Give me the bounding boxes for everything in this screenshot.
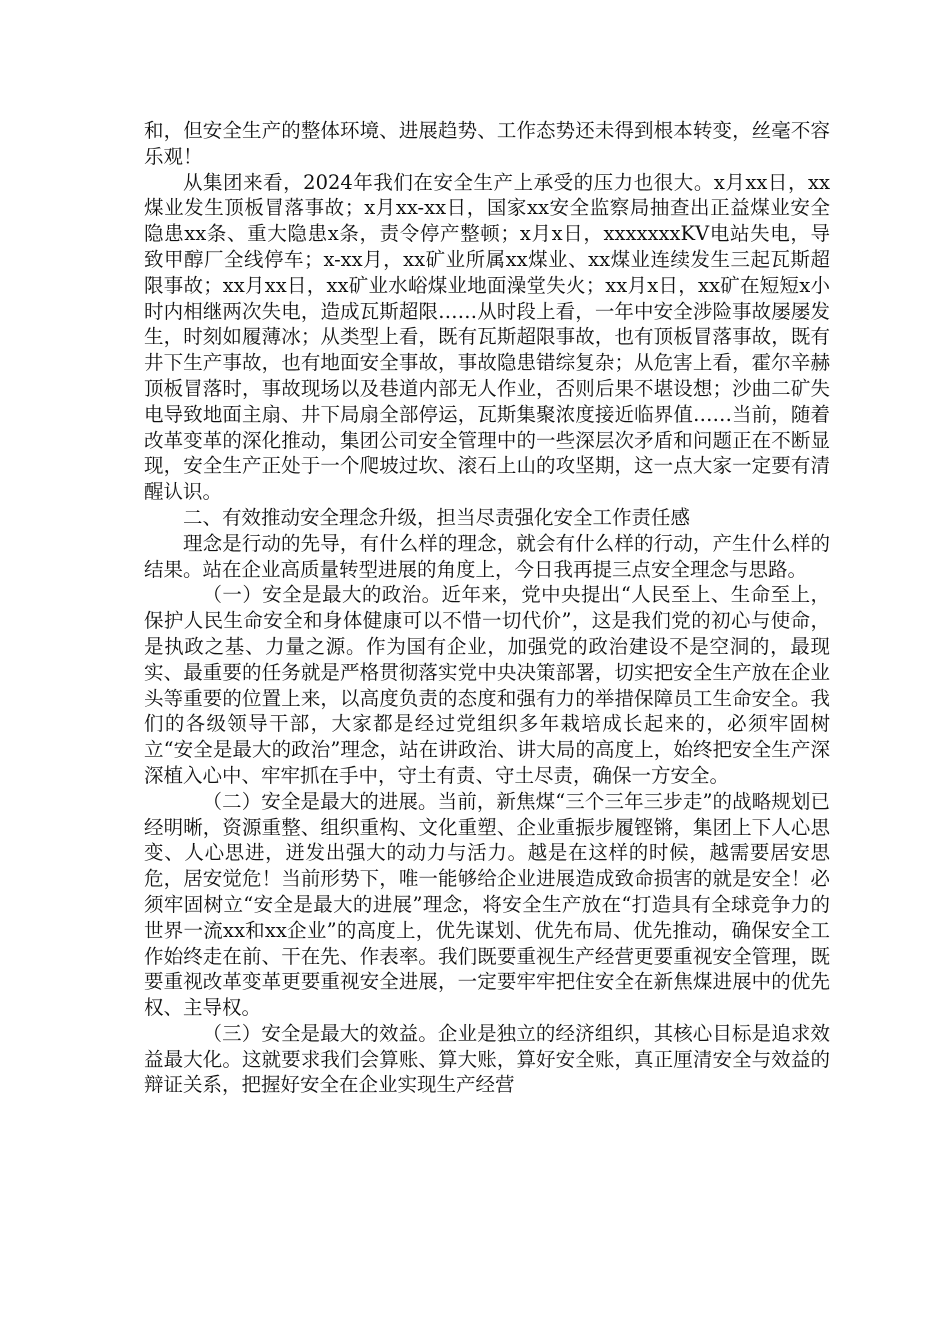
section-heading-2: 二、有效推动安全理念升级，担当尽责强化安全工作责任感: [183, 505, 691, 529]
paragraph-point-3: （三）安全是最大的效益。企业是独立的经济组织，其核心目标是追求效益最大化。这就要求我们会算账、算大账，算好安全账，真正厘清安全与效益的辩证关系，把握好安全在企业实现生产经营: [144, 1021, 830, 1097]
paragraph-continuation: 和，但安全生产的整体环境、进展趋势、工作态势还未得到根本转变，丝毫不容乐观！: [144, 119, 830, 168]
paragraph-group-overview: 从集团来看，2024年我们在安全生产上承受的压力也很大。x月xx日，xx煤业发生顶板冒落事故；x月xx-xx日，国家xx安全监察局抽查出正益煤业安全隐患xx条、重大隐患x条，责令停产整顿；x月x日，xxxxxxxKV电站失电，导致甲醇厂全线停车；x-xx月，xx矿业所属xx煤业、xx煤业连续发生三起瓦斯超限事故；xx月xx日，xx矿业水峪煤业地面澡堂失火；xx月x日，xx矿在短短x小时内相继两次失电，造成瓦斯超限……从时段上看，一年中安全涉险事故屡屡发生，时刻如履薄冰；从类型上看，既有瓦斯超限事故，也有顶板冒落事故，既有井下生产事故，也有地面安全事故，事故隐患错综复杂；从危害上看，霍尔辛赫顶板冒落时，事故现场以及巷道内部无人作业，否则后果不堪设想；沙曲二矿失电导致地面主扇、井下局扇全部停运，瓦斯集聚浓度接近临界值……当前，随着改革变革的深化推动，集团公司安全管理中的一些深层次矛盾和问题正在不断显现，安全生产正处于一个爬坡过坎、滚石上山的攻坚期，这一点大家一定要有清醒认识。: [144, 170, 830, 504]
paragraph-concept-intro: 理念是行动的先导，有什么样的理念，就会有什么样的行动，产生什么样的结果。站在企业高质量转型进展的角度上，今日我再提三点安全理念与思路。: [144, 531, 830, 581]
paragraph-point-2: （二）安全是最大的进展。当前，新焦煤“三个三年三步走”的战略规划已经明晰，资源重整、组织重构、文化重塑、企业重振步履铿锵，集团上下人心思变、人心思进，迸发出强大的动力与活力。越是在这样的时候，越需要居安思危，居安觉危！当前形势下，唯一能够给企业进展造成致命损害的就是安全！必须牢固树立“安全是最大的进展”理念，将安全生产放在“打造具有全球竞争力的世界一流xx和xx企业”的高度上，优先谋划、优先布局、优先推动，确保安全工作始终走在前、干在先、作表率。我们既要重视生产经营更要重视安全管理，既要重视改革变革更要重视安全进展，一定要牢牢把住安全在新焦煤进展中的优先权、主导权。: [144, 789, 830, 1020]
paragraph-point-1: （一）安全是最大的政治。近年来，党中央提出“人民至上、生命至上，保护人民生命安全和身体健康可以不惜一切代价”，这是我们党的初心与使命，是执政之基、力量之源。作为国有企业，加强党的政治建设不是空洞的，最现实、最重要的任务就是严格贯彻落实党中央决策部署，切实把安全生产放在企业头等重要的位置上来，以高度负责的态度和强有力的举措保障员工生命安全。我们的各级领导干部，大家都是经过党组织多年栽培成长起来的，必须牢固树立“安全是最大的政治”理念，站在讲政治、讲大局的高度上，始终把安全生产深深植入心中、牢牢抓在手中，守土有责、守土尽责，确保一方安全。: [144, 583, 830, 787]
document-page: [144, 118, 830, 1098]
